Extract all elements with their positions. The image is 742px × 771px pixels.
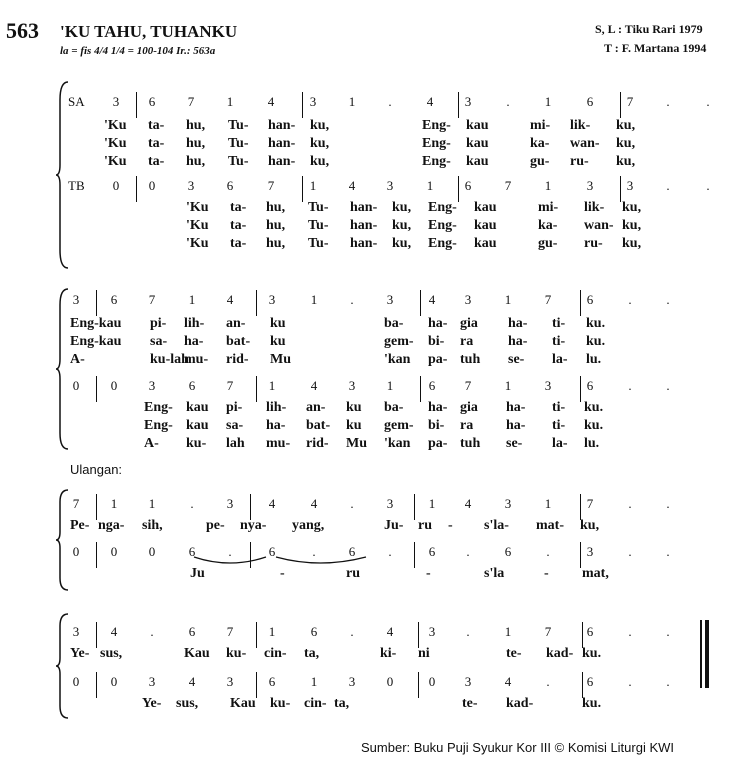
lyric-syllable: ha- bbox=[508, 334, 528, 349]
barline bbox=[458, 176, 459, 202]
lyric-syllable: lu. bbox=[586, 352, 602, 367]
lyric-syllable: ku. bbox=[584, 400, 604, 415]
lyric-syllable: ku bbox=[346, 400, 362, 415]
lyric-syllable: kau bbox=[474, 200, 497, 215]
barline bbox=[96, 672, 97, 698]
lyric-syllable: ku. bbox=[586, 334, 606, 349]
lyric-syllable: lih- bbox=[184, 316, 205, 331]
lyric-syllable: Mu bbox=[270, 352, 291, 367]
lyric-syllable: 'Ku bbox=[104, 154, 127, 169]
lyric-syllable: ku, bbox=[392, 200, 412, 215]
lyric-syllable: sa- bbox=[150, 334, 168, 349]
lyric-syllable: han- bbox=[268, 136, 296, 151]
lyric-syllable: ha- bbox=[266, 418, 286, 433]
barline bbox=[418, 672, 419, 698]
lyric-syllable: ku, bbox=[392, 236, 412, 251]
barline bbox=[620, 92, 621, 118]
lyric-syllable: gem- bbox=[384, 334, 414, 349]
lyric-syllable: ti- bbox=[552, 418, 566, 433]
barline bbox=[256, 290, 257, 316]
lyric-syllable: ku, bbox=[622, 218, 642, 233]
lyric-syllable: Kau bbox=[184, 646, 210, 661]
barline bbox=[580, 494, 581, 520]
barline bbox=[580, 290, 581, 316]
lyric-syllable: Ju- bbox=[384, 518, 404, 533]
lyric-syllable: Eng- bbox=[422, 136, 451, 151]
lyric-syllable: ra bbox=[460, 334, 474, 349]
lyrics-credit: S, L : Tiku Rari 1979 bbox=[595, 22, 703, 36]
lyric-syllable: kau bbox=[474, 218, 497, 233]
lyric-syllable: bi- bbox=[428, 418, 445, 433]
lyric-syllable: 'Ku bbox=[186, 200, 209, 215]
lyric-syllable: pa- bbox=[428, 352, 448, 367]
lyric-syllable: ta- bbox=[230, 236, 247, 251]
lyric-syllable: pi- bbox=[226, 400, 243, 415]
lyric-syllable: han- bbox=[268, 154, 296, 169]
barline bbox=[256, 376, 257, 402]
lyric-syllable: kau bbox=[466, 154, 489, 169]
lyric-syllable: Pe- bbox=[70, 518, 90, 533]
lyric-syllable: kau bbox=[466, 136, 489, 151]
lyric-syllable: 'Ku bbox=[186, 218, 209, 233]
lyric-syllable: ru bbox=[418, 518, 432, 533]
lyric-syllable: ta- bbox=[230, 218, 247, 233]
lyric-syllable: ku, bbox=[310, 136, 330, 151]
lyric-syllable: sus, bbox=[176, 696, 199, 711]
barline bbox=[302, 176, 303, 202]
hymn-number: 563 bbox=[6, 18, 39, 43]
lyric-syllable: kad- bbox=[506, 696, 534, 711]
lyric-syllable: ti- bbox=[552, 334, 566, 349]
lyric-syllable: ha- bbox=[184, 334, 204, 349]
lyric-syllable: se- bbox=[508, 352, 525, 367]
lyric-syllable: mat, bbox=[582, 566, 609, 581]
lyric-syllable: ku. bbox=[582, 696, 602, 711]
barline bbox=[250, 494, 251, 520]
barline bbox=[256, 622, 257, 648]
barline bbox=[582, 622, 583, 648]
lyric-syllable: 'Ku bbox=[104, 136, 127, 151]
barline bbox=[414, 494, 415, 520]
lyric-syllable: se- bbox=[506, 436, 523, 451]
hymn-title: 'KU TAHU, TUHANKU bbox=[60, 22, 238, 41]
lyric-syllable: ku-lah bbox=[150, 352, 189, 367]
lyric-syllable: ta, bbox=[304, 646, 320, 661]
lyric-syllable: nga- bbox=[98, 518, 125, 533]
lyric-syllable: gia bbox=[460, 316, 478, 331]
lyric-syllable: ka- bbox=[538, 218, 558, 233]
lyric-syllable: 'kan bbox=[384, 436, 411, 451]
lyric-syllable: Tu- bbox=[228, 118, 249, 133]
lyric-syllable: ku, bbox=[622, 236, 642, 251]
slur-marks bbox=[190, 555, 420, 575]
lyric-syllable: A- bbox=[144, 436, 159, 451]
lyric-syllable: tuh bbox=[460, 436, 481, 451]
barline bbox=[582, 672, 583, 698]
lyric-syllable: mu- bbox=[184, 352, 209, 367]
lyric-syllable: bat- bbox=[226, 334, 251, 349]
lyric-syllable: - bbox=[544, 566, 549, 581]
barline bbox=[620, 176, 621, 202]
lyric-syllable: gu- bbox=[538, 236, 558, 251]
lyric-syllable: - bbox=[448, 518, 453, 533]
lyric-syllable: lik- bbox=[570, 118, 591, 133]
lyric-syllable: ti- bbox=[552, 400, 566, 415]
tempo-marking: la = fis 4/4 1/4 = 100-104 Ir.: 563a bbox=[60, 45, 216, 57]
lyric-syllable: la- bbox=[552, 436, 568, 451]
lyric-syllable: ka- bbox=[530, 136, 550, 151]
lyric-syllable: Eng-kau bbox=[70, 334, 122, 349]
lyric-syllable: tuh bbox=[460, 352, 481, 367]
lyric-syllable: wan- bbox=[570, 136, 600, 151]
barline bbox=[136, 92, 137, 118]
lyric-syllable: hu, bbox=[186, 154, 206, 169]
barline bbox=[302, 92, 303, 118]
barline bbox=[580, 542, 581, 568]
lyric-syllable: ta, bbox=[334, 696, 350, 711]
lyric-syllable: ba- bbox=[384, 316, 404, 331]
lyric-syllable: ni bbox=[418, 646, 430, 661]
lyric-syllable: - bbox=[426, 566, 431, 581]
lyric-syllable: Mu bbox=[346, 436, 367, 451]
barline bbox=[420, 290, 421, 316]
barline bbox=[458, 92, 459, 118]
lyric-syllable: an- bbox=[306, 400, 326, 415]
lyric-syllable: 'Ku bbox=[104, 118, 127, 133]
lyric-syllable: ta- bbox=[148, 154, 165, 169]
lyric-syllable: mu- bbox=[266, 436, 291, 451]
lyric-syllable: ha- bbox=[428, 316, 448, 331]
source-credit: Sumber: Buku Puji Syukur Kor III © Komisi Liturgi KWI bbox=[361, 740, 675, 755]
lyric-syllable: ba- bbox=[384, 400, 404, 415]
lyric-syllable: bat- bbox=[306, 418, 331, 433]
lyric-syllable: Eng- bbox=[428, 236, 457, 251]
barline bbox=[136, 176, 137, 202]
lyric-syllable: A- bbox=[70, 352, 85, 367]
lyric-syllable: sa- bbox=[226, 418, 244, 433]
final-barline-thick bbox=[705, 620, 709, 688]
lyric-syllable: te- bbox=[506, 646, 522, 661]
lyric-syllable: Eng- bbox=[422, 154, 451, 169]
lyric-syllable: mi- bbox=[538, 200, 559, 215]
lyric-syllable: Eng- bbox=[428, 200, 457, 215]
lyric-syllable: 'Ku bbox=[186, 236, 209, 251]
barline bbox=[96, 542, 97, 568]
lyric-syllable: 'kan bbox=[384, 352, 411, 367]
system-brace bbox=[56, 287, 70, 452]
lyric-syllable: sih, bbox=[142, 518, 163, 533]
lyric-syllable: ku. bbox=[584, 418, 604, 433]
lyric-syllable: ru bbox=[346, 566, 360, 581]
lyric-syllable: kau bbox=[466, 118, 489, 133]
lyric-syllable: ku, bbox=[616, 136, 636, 151]
translation-credit: T : F. Martana 1994 bbox=[604, 41, 707, 55]
lyric-syllable: Tu- bbox=[228, 136, 249, 151]
lyric-syllable: pi- bbox=[150, 316, 167, 331]
lyric-syllable: ha- bbox=[506, 400, 526, 415]
lyric-syllable: ku, bbox=[580, 518, 600, 533]
lyric-syllable: ku- bbox=[226, 646, 247, 661]
lyric-syllable: kad- bbox=[546, 646, 574, 661]
lyric-syllable: ku, bbox=[392, 218, 412, 233]
lyric-syllable: sus, bbox=[100, 646, 123, 661]
lyric-syllable: Ye- bbox=[70, 646, 90, 661]
lyric-syllable: pa- bbox=[428, 436, 448, 451]
barline bbox=[580, 376, 581, 402]
lyric-syllable: hu, bbox=[186, 136, 206, 151]
lyric-syllable: gu- bbox=[530, 154, 550, 169]
barline bbox=[96, 290, 97, 316]
lyric-syllable: rid- bbox=[226, 352, 249, 367]
lyric-syllable: kau bbox=[186, 418, 209, 433]
barline bbox=[418, 622, 419, 648]
lyric-syllable: ku, bbox=[616, 154, 636, 169]
lyric-syllable: Tu- bbox=[228, 154, 249, 169]
lyric-syllable: Kau bbox=[230, 696, 256, 711]
lyric-syllable: Eng- bbox=[144, 418, 173, 433]
lyric-syllable: ru- bbox=[584, 236, 603, 251]
barline bbox=[96, 494, 97, 520]
lyric-syllable: bi- bbox=[428, 334, 445, 349]
lyric-syllable: an- bbox=[226, 316, 246, 331]
lyric-syllable: cin- bbox=[304, 696, 327, 711]
lyric-syllable: hu, bbox=[266, 218, 286, 233]
lyric-syllable: ku- bbox=[186, 436, 207, 451]
lyric-syllable: Ju bbox=[190, 566, 205, 581]
barline bbox=[420, 376, 421, 402]
lyric-syllable: ku. bbox=[586, 316, 606, 331]
lyric-syllable: lih- bbox=[266, 400, 287, 415]
lyric-syllable: lah bbox=[226, 436, 245, 451]
lyric-syllable: ki- bbox=[380, 646, 397, 661]
lyric-syllable: nya- bbox=[240, 518, 267, 533]
lyric-syllable: ku bbox=[270, 334, 286, 349]
lyric-syllable: ta- bbox=[230, 200, 247, 215]
lyric-syllable: Tu- bbox=[308, 200, 329, 215]
lyric-syllable: ha- bbox=[508, 316, 528, 331]
lyric-syllable: ta- bbox=[148, 136, 165, 151]
lyric-syllable: kau bbox=[474, 236, 497, 251]
lyric-syllable: ha- bbox=[506, 418, 526, 433]
lyric-syllable: ku, bbox=[310, 118, 330, 133]
lyric-syllable: gia bbox=[460, 400, 478, 415]
final-barline-thin bbox=[700, 620, 702, 688]
lyric-syllable: ta- bbox=[148, 118, 165, 133]
lyric-syllable: han- bbox=[350, 200, 378, 215]
lyric-syllable: la- bbox=[552, 352, 568, 367]
lyric-syllable: ru- bbox=[570, 154, 589, 169]
lyric-syllable: lik- bbox=[584, 200, 605, 215]
lyric-syllable: ku, bbox=[622, 200, 642, 215]
lyric-syllable: Eng- bbox=[428, 218, 457, 233]
lyric-syllable: yang, bbox=[292, 518, 325, 533]
lyric-syllable: te- bbox=[462, 696, 478, 711]
lyric-syllable: - bbox=[280, 566, 285, 581]
lyric-syllable: gem- bbox=[384, 418, 414, 433]
lyric-syllable: s'la- bbox=[484, 518, 509, 533]
lyric-syllable: ha- bbox=[428, 400, 448, 415]
lyric-syllable: ku, bbox=[310, 154, 330, 169]
lyric-syllable: Eng- bbox=[144, 400, 173, 415]
lyric-syllable: lu. bbox=[584, 436, 600, 451]
lyric-syllable: rid- bbox=[306, 436, 329, 451]
lyric-syllable: hu, bbox=[186, 118, 206, 133]
lyric-syllable: han- bbox=[350, 236, 378, 251]
lyric-syllable: hu, bbox=[266, 200, 286, 215]
barline bbox=[256, 672, 257, 698]
lyric-syllable: Eng-kau bbox=[70, 316, 122, 331]
refrain-label: Ulangan: bbox=[70, 462, 123, 477]
system-brace bbox=[56, 612, 70, 722]
lyric-syllable: Tu- bbox=[308, 236, 329, 251]
lyric-syllable: han- bbox=[268, 118, 296, 133]
lyric-syllable: ku- bbox=[270, 696, 291, 711]
lyric-syllable: wan- bbox=[584, 218, 614, 233]
lyric-syllable: Tu- bbox=[308, 218, 329, 233]
lyric-syllable: mi- bbox=[530, 118, 551, 133]
barline bbox=[96, 376, 97, 402]
lyric-syllable: s'la bbox=[484, 566, 505, 581]
lyric-syllable: ku bbox=[346, 418, 362, 433]
lyric-syllable: han- bbox=[350, 218, 378, 233]
barline bbox=[96, 622, 97, 648]
lyric-syllable: ti- bbox=[552, 316, 566, 331]
system-brace bbox=[56, 488, 70, 593]
lyric-syllable: hu, bbox=[266, 236, 286, 251]
sa-voice-label: SA bbox=[68, 94, 85, 109]
lyric-syllable: kau bbox=[186, 400, 209, 415]
lyric-syllable: Ye- bbox=[142, 696, 162, 711]
tb-voice-label: TB bbox=[68, 178, 85, 193]
lyric-syllable: Eng- bbox=[422, 118, 451, 133]
lyric-syllable: ku, bbox=[616, 118, 636, 133]
lyric-syllable: ra bbox=[460, 418, 474, 433]
lyric-syllable: pe- bbox=[206, 518, 225, 533]
lyric-syllable: cin- bbox=[264, 646, 287, 661]
lyric-syllable: ku. bbox=[582, 646, 602, 661]
lyric-syllable: ku bbox=[270, 316, 286, 331]
lyric-syllable: mat- bbox=[536, 518, 564, 533]
